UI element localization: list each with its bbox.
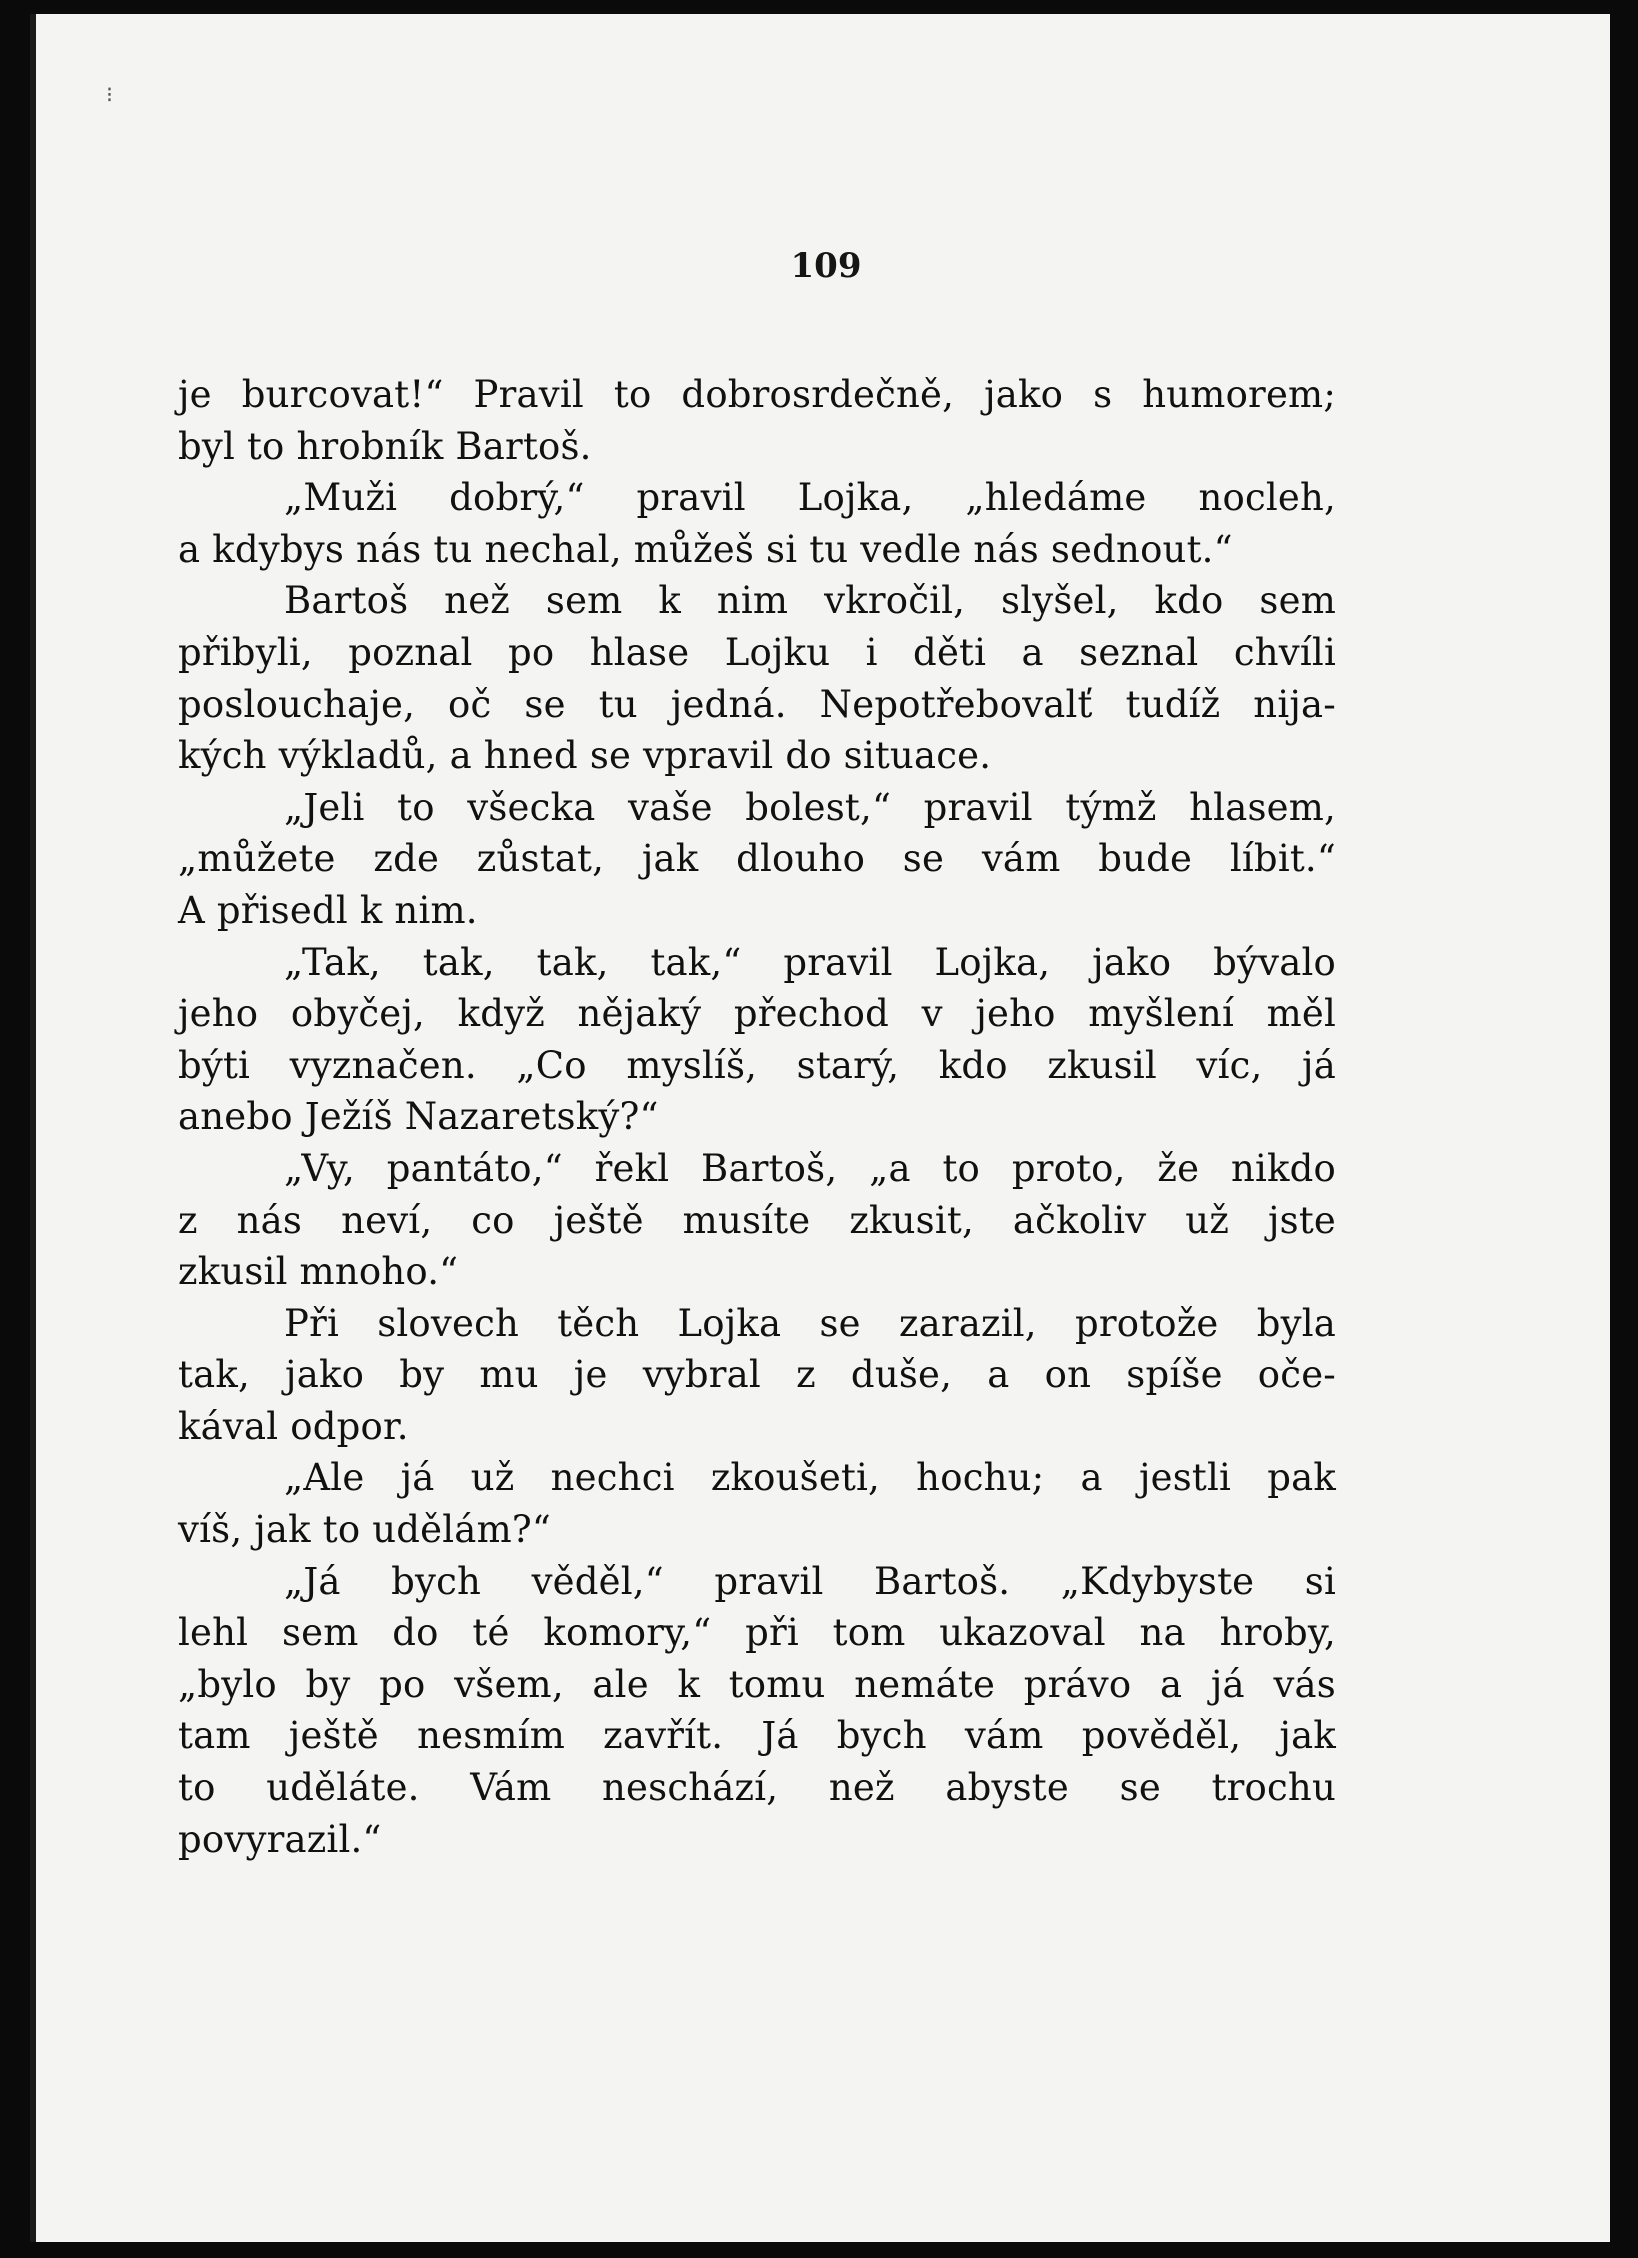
text-line: „Jeli to všecka vaše bolest,“ pravil týmž hlasem, — [284, 785, 1336, 829]
text-line: zkusil mnoho.“ — [178, 1250, 459, 1294]
text-line: anebo Ježíš Nazaretský?“ — [178, 1095, 659, 1139]
text-line: Při slovech těch Lojka se zarazil, protože byla — [284, 1301, 1336, 1345]
text-line: byl to hrobník Bartoš. — [178, 424, 592, 468]
text-line: poslouchaje, oč se tu jedná. Nepotřebovalť tudíž nija- — [178, 682, 1336, 726]
text-line: „Tak, tak, tak, tak,“ pravil Lojka, jako bývalo — [284, 940, 1336, 984]
page-number: 109 — [790, 246, 862, 286]
text-line: tak, jako by mu je vybral z duše, a on spíše oče- — [178, 1353, 1336, 1397]
text-line: jeho obyčej, když nějaký přechod v jeho myšlení měl — [178, 992, 1336, 1036]
text-line: A přisedl k nim. — [178, 888, 478, 932]
text-line: tam ještě nesmím zavřít. Já bych vám pověděl, jak — [178, 1714, 1336, 1758]
text-line: lehl sem do té komory,“ při tom ukazoval na hroby, — [178, 1611, 1336, 1655]
text-line: Bartoš než sem k nim vkročil, slyšel, kdo sem — [284, 579, 1336, 623]
text-line: býti vyznačen. „Co myslíš, starý, kdo zkusil víc, já — [178, 1043, 1336, 1087]
text-line: je burcovat!“ Pravil to dobrosrdečně, jako s humorem; — [178, 373, 1336, 416]
text-line: kých výkladů, a hned se vpravil do situace. — [178, 734, 992, 778]
text-line: z nás neví, co ještě musíte zkusit, ačkoliv už jste — [178, 1198, 1336, 1242]
text-line: „bylo by po všem, ale k tomu nemáte právo a já vás — [178, 1662, 1336, 1706]
book-page — [30, 14, 1610, 2242]
text-line: a kdybys nás tu nechal, můžeš si tu vedle nás sednout.“ — [178, 527, 1233, 571]
text-line: „Ale já už nechci zkoušeti, hochu; a jestli pak — [284, 1456, 1336, 1500]
text-line: kával odpor. — [178, 1404, 409, 1448]
text-line: „Já bych věděl,“ pravil Bartoš. „Kdybyste si — [284, 1559, 1336, 1603]
text-line: víš, jak to udělám?“ — [178, 1508, 552, 1552]
text-line: „Muži dobrý,“ pravil Lojka, „hledáme nocleh, — [284, 476, 1336, 520]
text-line: „Vy, pantáto,“ řekl Bartoš, „a to proto, že nikdo — [284, 1146, 1336, 1190]
text-line: „můžete zde zůstat, jak dlouho se vám bude líbit.“ — [178, 837, 1336, 881]
text-line: povyrazil.“ — [178, 1817, 382, 1861]
binding-marks: ⁝ — [106, 83, 113, 108]
text-line: to uděláte. Vám neschází, než abyste se trochu — [178, 1766, 1336, 1810]
text-line: přibyli, poznal po hlase Lojku i děti a seznal chvíli — [178, 630, 1336, 674]
page-body-text — [178, 369, 1336, 1865]
